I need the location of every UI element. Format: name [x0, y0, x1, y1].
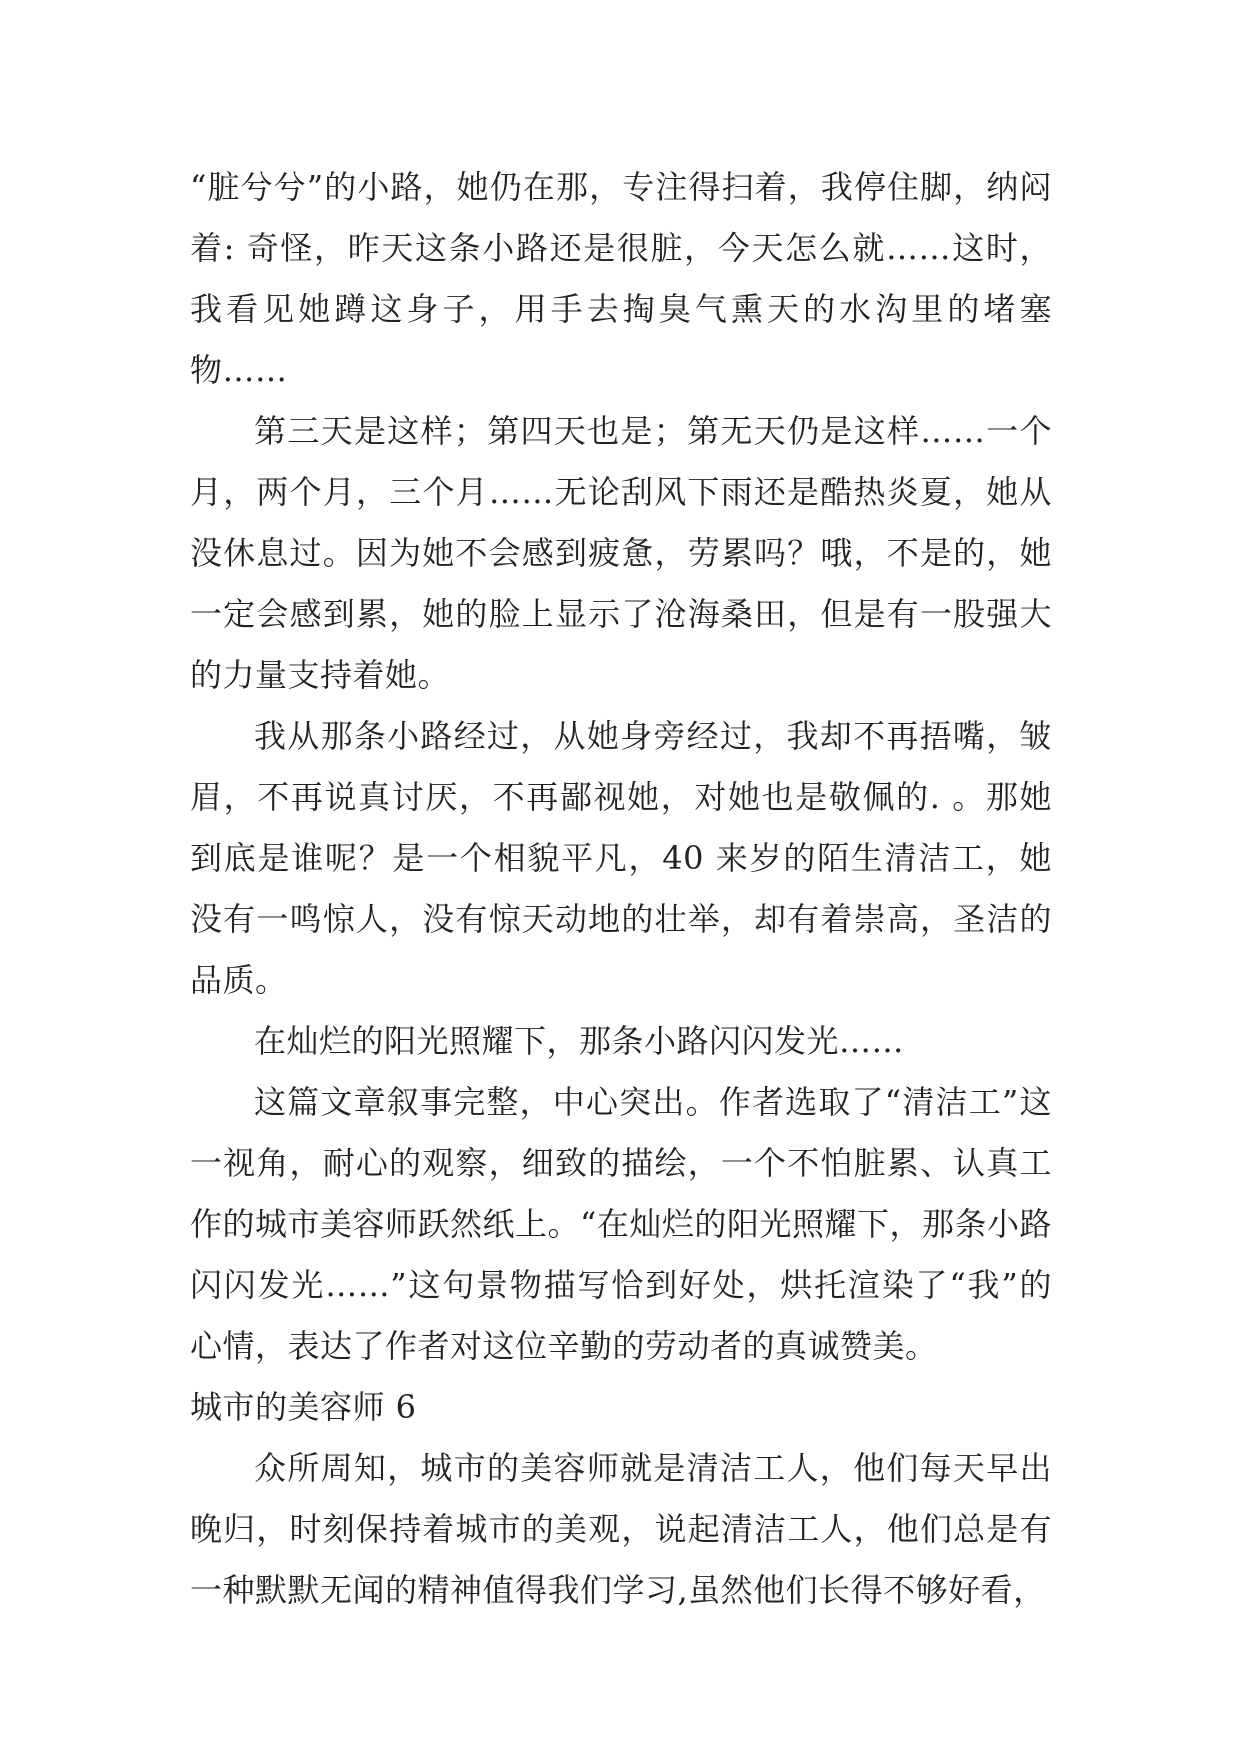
- paragraph-commentary: 这篇文章叙事完整，中心突出。作者选取了“清洁工”这一视角，耐心的观察，细致的描绘，一个不怕脏累、认真工作的城市美容师跃然纸上。“在灿烂的阳光照耀下，那条小路闪闪发光……”这句景物描写恰到好处，烘托渲染了“我”的心情，表达了作者对这位辛勤的劳动者的真诚赞美。: [190, 1083, 1052, 1365]
- section-title: 城市的美容师 6: [190, 1388, 417, 1426]
- paragraph-section-intro: 众所周知，城市的美容师就是清洁工人，他们每天早出晚归，时刻保持着城市的美观，说起清洁工人，他们总是有一种默默无闻的精神值得我们学习,虽然他们长得不够好看，: [190, 1449, 1052, 1609]
- paragraph-respect: 我从那条小路经过，从她身旁经过，我却不再捂嘴，皱眉，不再说真讨厌，不再鄙视她，对她也是敬佩的. 。那她到底是谁呢？是一个相貌平凡，40 来岁的陌生清洁工，她没有一鸣惊人，没有惊天动地的壮举，却有着崇高，圣洁的品质。: [190, 717, 1052, 999]
- paragraph-days: 第三天是这样；第四天也是；第无天仍是这样……一个月，两个月，三个月……无论刮风下雨还是酷热炎夏，她从没休息过。因为她不会感到疲惫，劳累吗？哦，不是的，她一定会感到累，她的脸上显示了沧海桑田，但是有一股强大的力量支持着她。: [190, 412, 1052, 694]
- paragraph-continued: “脏兮兮”的小路，她仍在那，专注得扫着，我停住脚，纳闷着: 奇怪，昨天这条小路还是很脏，今天怎么就……这时，我看见她蹲这身子，用手去掏臭气熏天的水沟里的堵塞物……: [190, 168, 1052, 389]
- paragraph-sunlight: 在灿烂的阳光照耀下，那条小路闪闪发光……: [254, 1022, 905, 1060]
- document-body: [190, 157, 1052, 1621]
